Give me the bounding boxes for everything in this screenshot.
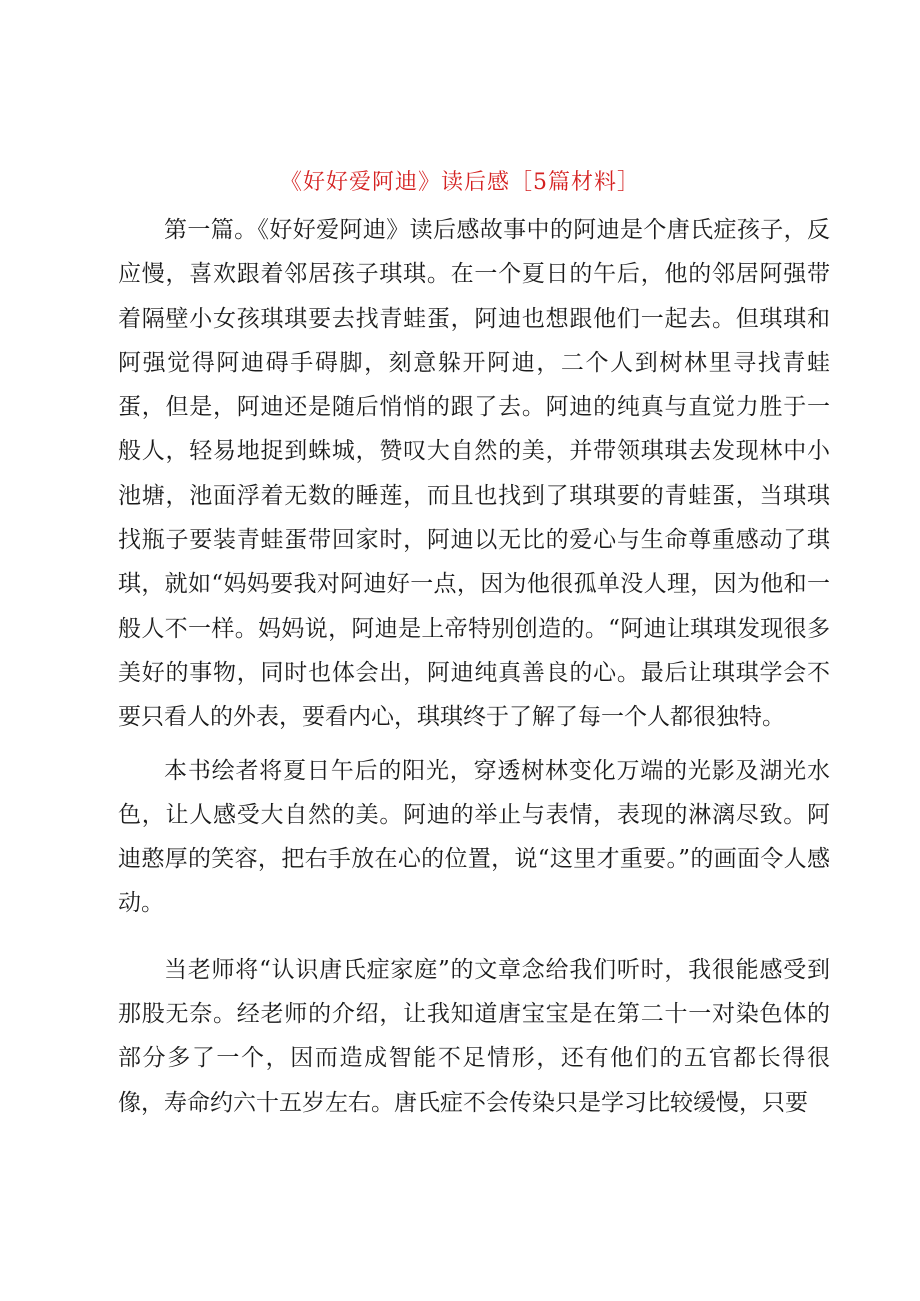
document-body (118, 208, 830, 1125)
paragraph-3: 当老师将“认识唐氏症家庭”的文章念给我们听时，我很能感受到那股无奈。经老师的介绍，让我知道唐宝宝是在第二十一对染色体的部分多了一个，因而造成智能不足情形，还有他们的五官都长得很像，寿命约六十五岁左右。唐氏症不会传染只是学习比较缓慢，只要 (118, 956, 830, 1116)
paragraph-2: 本书绘者将夏日午后的阳光，穿透树林变化万端的光影及湖光水色，让人感受大自然的美。阿迪的举止与表情，表现的淋漓尽致。阿迪憨厚的笑容，把右手放在心的位置，说“这里才重要。”的画面令人感动。 (118, 757, 830, 917)
document-title: 《好好爱阿迪》读后感［5篇材料］ (280, 170, 640, 195)
paragraph-1: 第一篇。《好好爱阿迪》读后感故事中的阿迪是个唐氏症孩子，反应慢，喜欢跟着邻居孩子琪琪。在一个夏日的午后，他的邻居阿强带着隔壁小女孩琪琪要去找青蛙蛋，阿迪也想跟他们一起去。但琪琪和阿强觉得阿迪碍手碍脚，刻意躲开阿迪，二个人到树林里寻找青蛙蛋，但是，阿迪还是随后悄悄的跟了去。阿迪的纯真与直觉力胜于一般人，轻易地捉到蛛城，赞叹大自然的美，并带领琪琪去发现林中小池塘，池面浮着无数的睡莲，而且也找到了琪琪要的青蛙蛋，当琪琪找瓶子要装青蛙蛋带回家时，阿迪以无比的爱心与生命尊重感动了琪琪，就如“妈妈要我对阿迪好一点，因为他很孤单没人理，因为他和一般人不一样。妈妈说，阿迪是上帝特别创造的。“阿迪让琪琪发现很多美好的事物，同时也体会出，阿迪纯真善良的心。最后让琪琪学会不要只看人的外表，要看内心，琪琪终于了解了每一个人都很独特。 (118, 217, 830, 731)
